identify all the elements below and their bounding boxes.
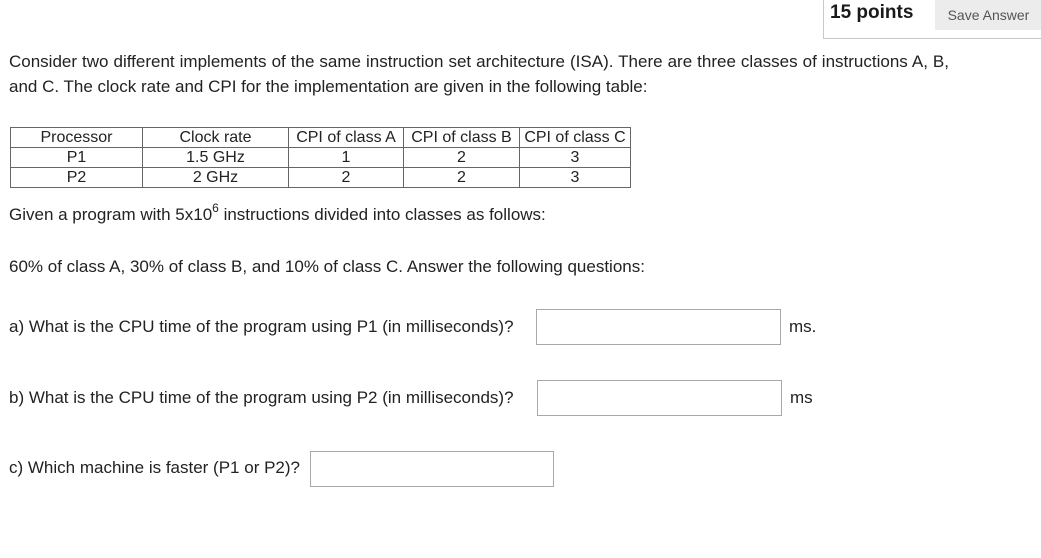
answer-b-unit: ms <box>790 388 813 407</box>
question-header <box>823 0 1041 39</box>
program-exponent: 6 <box>212 201 219 215</box>
table-cell: 3 <box>520 168 631 188</box>
table-cell: 2 <box>404 148 520 168</box>
class-distribution: 60% of class A, 30% of class B, and 10% of class C. Answer the following questions: <box>9 257 645 276</box>
question-b-label: b) What is the CPU time of the program using P2 (in milliseconds)? <box>9 388 514 407</box>
points-label: 15 points <box>830 2 914 23</box>
table-cell: P1 <box>11 148 143 168</box>
program-suffix: instructions divided into classes as follows: <box>218 205 546 224</box>
question-c-label: c) Which machine is faster (P1 or P2)? <box>9 458 300 477</box>
table-header-row <box>11 128 631 148</box>
table-cell: 1 <box>289 148 404 168</box>
table-cell: 2 <box>289 168 404 188</box>
answer-a-input[interactable] <box>536 309 781 345</box>
table-header-cell: CPI of class C <box>520 128 631 148</box>
table-cell: 2 GHz <box>143 168 289 188</box>
table-cell: 3 <box>520 148 631 168</box>
table-row <box>11 168 631 188</box>
answer-a-unit: ms. <box>789 317 817 336</box>
program-description <box>9 201 546 225</box>
table-cell: P2 <box>11 168 143 188</box>
question-a-label: a) What is the CPU time of the program using P1 (in milliseconds)? <box>9 317 514 336</box>
table-row <box>11 148 631 168</box>
answer-b-input[interactable] <box>537 380 782 416</box>
answer-c-input[interactable] <box>310 451 554 487</box>
table-header-cell: CPI of class B <box>404 128 520 148</box>
table-header-cell: CPI of class A <box>289 128 404 148</box>
table-header-cell: Clock rate <box>143 128 289 148</box>
save-answer-button[interactable]: Save Answer <box>935 0 1041 30</box>
processor-table <box>10 127 631 188</box>
table-cell: 2 <box>404 168 520 188</box>
table-header-cell: Processor <box>11 128 143 148</box>
table-cell: 1.5 GHz <box>143 148 289 168</box>
program-prefix: Given a program with 5x10 <box>9 205 213 224</box>
question-intro: Consider two different implements of the same instruction set architecture (ISA). There are three classes of instructions A, B, and C. The clock rate and CPI for the implementation are given in the following table: <box>9 52 949 96</box>
